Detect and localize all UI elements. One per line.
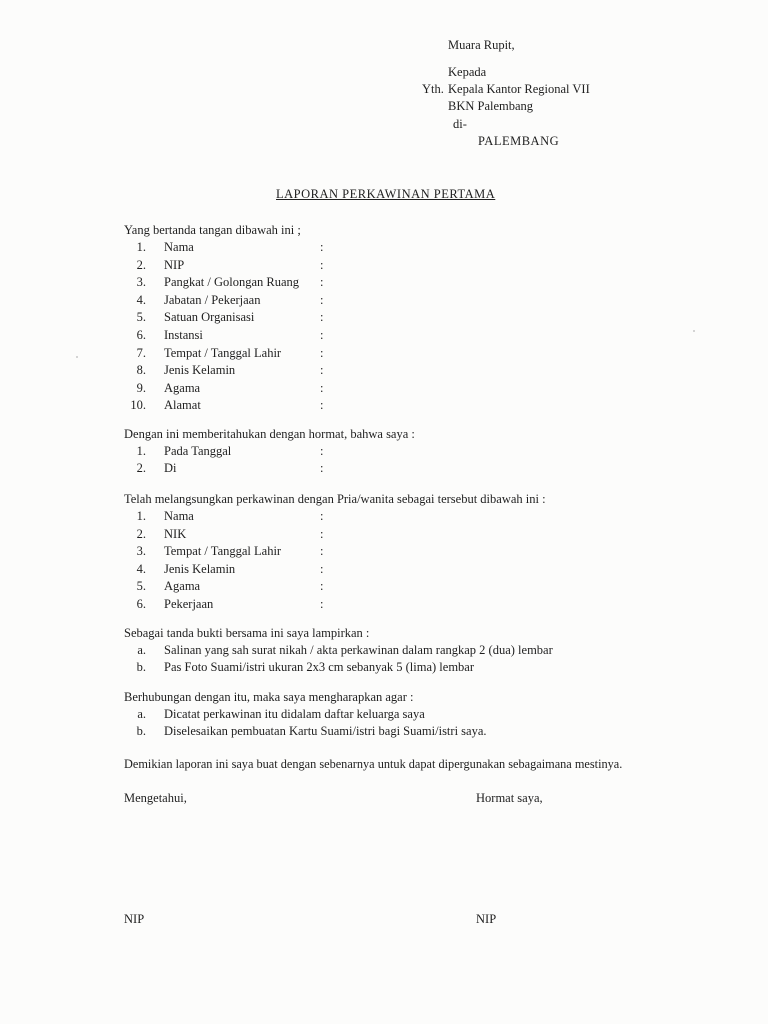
item-colon: : <box>320 579 324 593</box>
item-label: Alamat <box>164 398 201 412</box>
item-label: Pangkat / Golongan Ruang <box>164 275 300 289</box>
item-number: 1. <box>136 240 146 254</box>
list-item <box>124 543 364 559</box>
section5-intro: Berhubungan dengan itu, maka saya mengharapkan agar : <box>124 690 414 704</box>
document-title: LAPORAN PERKAWINAN PERTAMA <box>276 187 496 201</box>
list-item <box>124 596 364 612</box>
item-text: Pas Foto Suami/istri ukuran 2x3 cm sebanyak 5 (lima) lembar <box>164 660 475 674</box>
scan-speck <box>76 356 78 358</box>
item-label: Satuan Organisasi <box>164 310 255 324</box>
item-number: 3. <box>136 275 146 289</box>
item-label: Tempat / Tanggal Lahir <box>164 544 282 558</box>
item-letter: a. <box>137 707 146 721</box>
item-letter: b. <box>136 660 146 674</box>
letter-di: di- <box>453 117 467 131</box>
item-number: 2. <box>136 258 146 272</box>
section4-intro: Sebagai tanda bukti bersama ini saya lampirkan : <box>124 626 370 640</box>
list-item <box>124 578 364 594</box>
item-colon: : <box>320 562 324 576</box>
item-colon: : <box>320 346 324 360</box>
list-item <box>124 309 364 325</box>
item-number: 4. <box>136 562 146 576</box>
item-label: Pekerjaan <box>164 597 214 611</box>
list-item <box>124 239 364 255</box>
list-item <box>124 642 624 658</box>
item-label: Jabatan / Pekerjaan <box>164 293 261 307</box>
section2-intro: Dengan ini memberitahukan dengan hormat, bahwa saya : <box>124 427 415 441</box>
letter-kepada: Kepada <box>448 65 487 79</box>
list-item <box>124 274 364 290</box>
signature-left-label: Mengetahui, <box>124 791 187 805</box>
list-item <box>124 292 364 308</box>
list-item <box>124 561 364 577</box>
letter-yth: Yth. <box>422 82 444 96</box>
item-letter: b. <box>136 724 146 738</box>
letter-city: PALEMBANG <box>478 134 560 148</box>
item-colon: : <box>320 461 324 475</box>
item-label: Di <box>164 461 177 475</box>
item-label: Jenis Kelamin <box>164 562 236 576</box>
list-item <box>124 380 364 396</box>
item-number: 6. <box>136 597 146 611</box>
item-number: 9. <box>136 381 146 395</box>
item-colon: : <box>320 293 324 307</box>
item-number: 5. <box>136 310 146 324</box>
item-colon: : <box>320 398 324 412</box>
section3-intro: Telah melangsungkan perkawinan dengan Pria/wanita sebagai tersebut dibawah ini : <box>124 492 546 506</box>
list-item <box>124 659 624 675</box>
item-colon: : <box>320 544 324 558</box>
letter-recipient-line2: BKN Palembang <box>448 99 534 113</box>
item-number: 6. <box>136 328 146 342</box>
item-colon: : <box>320 597 324 611</box>
item-number: 1. <box>136 509 146 523</box>
item-colon: : <box>320 444 324 458</box>
item-number: 2. <box>136 527 146 541</box>
signature-right-label: Hormat saya, <box>476 791 543 805</box>
item-label: Instansi <box>164 328 203 342</box>
item-label: Nama <box>164 509 194 523</box>
list-item <box>124 327 364 343</box>
list-item <box>124 460 364 476</box>
letter-recipient-line1: Kepala Kantor Regional VII <box>448 82 590 96</box>
list-item <box>124 257 364 273</box>
item-number: 1. <box>136 444 146 458</box>
list-item <box>124 723 624 739</box>
item-colon: : <box>320 328 324 342</box>
list-item <box>124 345 364 361</box>
letter-place: Muara Rupit, <box>448 38 515 52</box>
item-label: NIK <box>164 527 187 541</box>
item-number: 2. <box>136 461 146 475</box>
item-colon: : <box>320 310 324 324</box>
scan-speck <box>693 330 695 332</box>
item-text: Dicatat perkawinan itu didalam daftar keluarga saya <box>164 707 425 721</box>
item-label: Jenis Kelamin <box>164 363 236 377</box>
item-number: 3. <box>136 544 146 558</box>
item-label: Agama <box>164 381 201 395</box>
item-colon: : <box>320 240 324 254</box>
item-number: 4. <box>136 293 146 307</box>
item-number: 7. <box>136 346 146 360</box>
list-item <box>124 526 364 542</box>
item-label: Agama <box>164 579 201 593</box>
item-colon: : <box>320 509 324 523</box>
list-item <box>124 397 364 413</box>
closing-statement: Demikian laporan ini saya buat dengan sebenarnya untuk dapat dipergunakan sebagaimana mestinya. <box>124 757 623 771</box>
item-number: 5. <box>136 579 146 593</box>
item-text: Salinan yang sah surat nikah / akta perkawinan dalam rangkap 2 (dua) lembar <box>164 643 553 657</box>
item-colon: : <box>320 363 324 377</box>
list-item <box>124 706 624 722</box>
item-number: 8. <box>136 363 146 377</box>
item-colon: : <box>320 527 324 541</box>
signature-left-nip: NIP <box>124 912 145 926</box>
signature-right-nip: NIP <box>476 912 497 926</box>
list-item <box>124 362 364 378</box>
section1-intro: Yang bertanda tangan dibawah ini ; <box>124 223 301 237</box>
item-number: 10. <box>130 398 146 412</box>
item-label: Pada Tanggal <box>164 444 232 458</box>
list-item <box>124 443 364 459</box>
list-item <box>124 508 364 524</box>
item-text: Diselesaikan pembuatan Kartu Suami/istri bagi Suami/istri saya. <box>164 724 487 738</box>
item-letter: a. <box>137 643 146 657</box>
item-label: NIP <box>164 258 185 272</box>
item-label: Tempat / Tanggal Lahir <box>164 346 282 360</box>
item-colon: : <box>320 275 324 289</box>
item-colon: : <box>320 258 324 272</box>
item-colon: : <box>320 381 324 395</box>
item-label: Nama <box>164 240 194 254</box>
